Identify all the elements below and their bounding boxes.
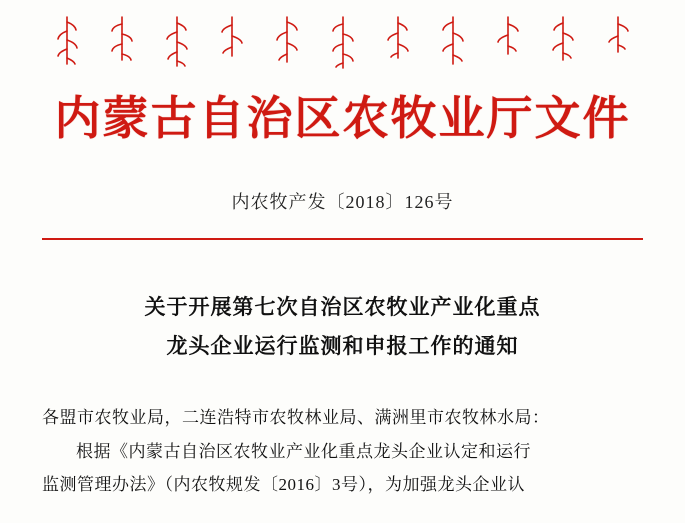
document-subject — [42, 288, 643, 366]
mongolian-glyph-3 — [152, 14, 201, 70]
body-line-3: 监测管理办法》（内农牧规发〔2016〕3号），为加强龙头企业认 — [42, 474, 525, 494]
mongolian-script-header — [42, 0, 643, 86]
document-title: 内蒙古自治区农牧业厅文件 — [54, 93, 631, 144]
body-line-2: 根据《内蒙古自治区农牧业产业化重点龙头企业认定和运行 — [76, 441, 531, 461]
document-number: 内农牧产发〔2018〕126号 — [231, 191, 454, 212]
subject-line-1: 关于开展第七次自治区农牧业产业化重点 — [144, 294, 541, 319]
body-line-1: 各盟市农牧业局，二连浩特市农牧林业局、满洲里市农牧林水局： — [42, 408, 550, 428]
mongolian-glyph-6 — [318, 14, 367, 70]
mongolian-glyph-9 — [484, 14, 533, 70]
mongolian-glyph-8 — [428, 14, 477, 70]
document-body — [42, 401, 643, 500]
mongolian-glyph-2 — [97, 14, 146, 70]
mongolian-glyph-7 — [373, 14, 422, 70]
mongolian-glyph-11 — [594, 14, 643, 70]
mongolian-glyph-4 — [208, 14, 257, 70]
subject-line-2: 龙头企业运行监测和申报工作的通知 — [166, 333, 519, 358]
red-divider — [42, 238, 643, 240]
mongolian-glyph-10 — [539, 14, 588, 70]
mongolian-glyph-1 — [42, 14, 91, 70]
mongolian-glyph-5 — [263, 14, 312, 70]
